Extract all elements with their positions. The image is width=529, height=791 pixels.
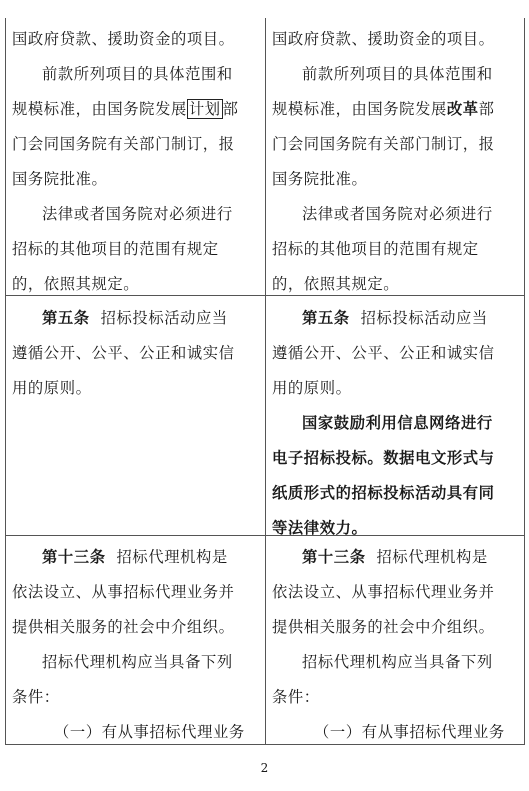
text-line: （一）有从事招标代理业务 <box>54 723 245 741</box>
text-line: 招标代理机构应当具备下列 <box>302 653 493 671</box>
text-line: 国政府贷款、援助资金的项目。 <box>12 30 235 48</box>
text-line: 法律或者国务院对必须进行 <box>42 205 233 223</box>
text-span: 招标投标活动应当 <box>100 309 228 327</box>
text-span: 招标投标活动应当 <box>360 309 488 327</box>
added-text-line: 电子招标投标。数据电文形式与 <box>272 449 495 467</box>
text-line: 条件： <box>272 688 320 706</box>
text-line: 的，依照其规定。 <box>272 275 400 293</box>
row1-right-cell <box>272 22 519 302</box>
text-line: 国务院批准。 <box>12 170 108 188</box>
text-line: 依法设立、从事招标代理业务并 <box>272 583 495 601</box>
article-number: 第五条 <box>42 309 90 327</box>
text-line: 提供相关服务的社会中介组织。 <box>272 618 495 636</box>
text-span: 规模标准，由国务院发展 <box>12 100 187 118</box>
text-line <box>12 92 259 127</box>
text-line: （一）有从事招标代理业务 <box>314 723 505 741</box>
text-line: 招标的其他项目的范围有规定 <box>272 240 479 258</box>
text-line: 国政府贷款、援助资金的项目。 <box>272 30 495 48</box>
text-line: 招标代理机构应当具备下列 <box>42 653 233 671</box>
text-line <box>272 92 519 127</box>
text-line: 前款所列项目的具体范围和 <box>42 65 233 83</box>
text-line: 遵循公开、公平、公正和诚实信 <box>12 344 235 362</box>
column-divider <box>265 18 266 744</box>
article-number: 第五条 <box>302 309 350 327</box>
page-number: 2 <box>260 761 269 775</box>
text-line: 招标的其他项目的范围有规定 <box>12 240 219 258</box>
text-line <box>12 301 259 336</box>
row3-left-cell <box>12 540 259 750</box>
text-line: 条件： <box>12 688 60 706</box>
text-span: 规模标准，由国务院发展 <box>272 100 447 118</box>
text-line <box>12 540 259 575</box>
row2-right-cell <box>272 301 519 546</box>
text-line <box>272 301 519 336</box>
text-line: 用的原则。 <box>272 379 352 397</box>
comparison-table <box>5 18 525 745</box>
text-span: 招标代理机构是 <box>376 548 488 566</box>
added-text-line: 纸质形式的招标投标活动具有同 <box>272 484 495 502</box>
changed-term: 改革 <box>446 100 479 118</box>
row3-right-cell <box>272 540 519 750</box>
text-line: 门会同国务院有关部门制订，报 <box>272 135 495 153</box>
text-line: 用的原则。 <box>12 379 92 397</box>
text-line: 门会同国务院有关部门制订，报 <box>12 135 235 153</box>
text-span: 部 <box>478 100 495 118</box>
text-span: 部 <box>222 100 239 118</box>
article-number: 第十三条 <box>302 548 366 566</box>
text-line <box>272 540 519 575</box>
text-line: 前款所列项目的具体范围和 <box>302 65 493 83</box>
text-line: 国务院批准。 <box>272 170 368 188</box>
article-number: 第十三条 <box>42 548 106 566</box>
text-line: 依法设立、从事招标代理业务并 <box>12 583 235 601</box>
text-line: 的，依照其规定。 <box>12 275 140 293</box>
row1-left-cell <box>12 22 259 302</box>
text-line: 法律或者国务院对必须进行 <box>302 205 493 223</box>
added-text-line: 国家鼓励利用信息网络进行 <box>302 414 493 432</box>
text-line: 遵循公开、公平、公正和诚实信 <box>272 344 495 362</box>
added-text-line: 等法律效力。 <box>272 519 368 537</box>
text-line: 提供相关服务的社会中介组织。 <box>12 618 235 636</box>
row2-left-cell <box>12 301 259 406</box>
text-span: 招标代理机构是 <box>116 548 228 566</box>
boxed-term: 计划 <box>188 100 221 118</box>
